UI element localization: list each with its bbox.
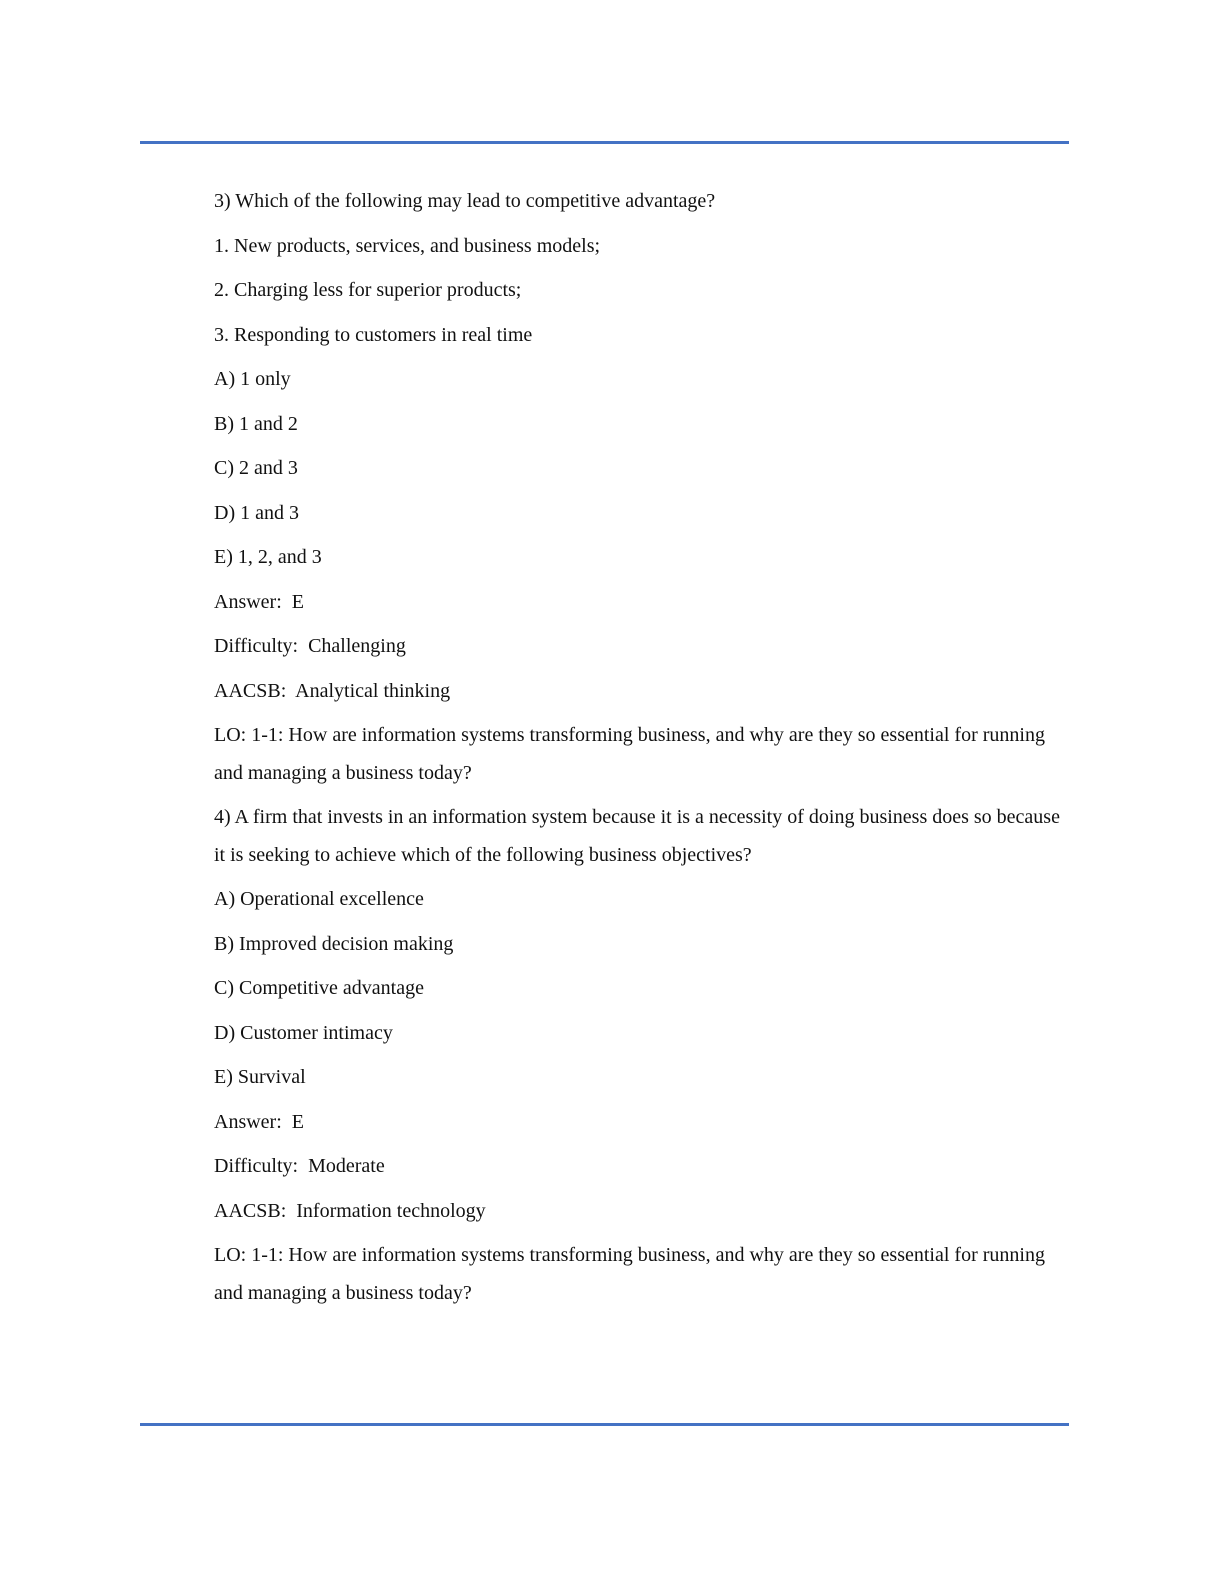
question-3-option-b: B) 1 and 2 <box>214 412 298 435</box>
question-4-option-b: B) Improved decision making <box>214 932 454 955</box>
question-3-answer: Answer: E <box>214 590 304 613</box>
document-body <box>214 183 1074 1319</box>
question-3-option-c: C) 2 and 3 <box>214 457 298 479</box>
question-3-option-e: E) 1, 2, and 3 <box>214 546 322 568</box>
question-4-answer: Answer: E <box>214 1110 304 1133</box>
footer-rule <box>140 1423 1069 1426</box>
question-3-item-1: 1. New products, services, and business models; <box>214 234 601 257</box>
question-3-difficulty: Difficulty: Challenging <box>214 635 406 657</box>
question-4-aacsb: AACSB: Information technology <box>214 1199 486 1222</box>
question-4-option-a: A) Operational excellence <box>214 888 424 910</box>
question-4-option-e: E) Survival <box>214 1066 306 1088</box>
question-4-learning-objective: LO: 1-1: How are information systems transforming business, and why are they so essential for running and managing a business today? <box>214 1244 1045 1304</box>
question-4-difficulty: Difficulty: Moderate <box>214 1155 385 1177</box>
question-3-option-d: D) 1 and 3 <box>214 501 299 524</box>
header-rule <box>140 141 1069 144</box>
question-4-option-d: D) Customer intimacy <box>214 1021 393 1044</box>
question-4-text: 4) A firm that invests in an information system because it is a necessity of doing business does so because it is seeking to achieve which of the following business objectives? <box>214 806 1060 866</box>
question-3-item-2: 2. Charging less for superior products; <box>214 279 522 301</box>
question-3-learning-objective: LO: 1-1: How are information systems transforming business, and why are they so essential for running and managing a business today? <box>214 724 1045 784</box>
question-4-option-c: C) Competitive advantage <box>214 977 424 999</box>
question-3-item-3: 3. Responding to customers in real time <box>214 323 533 346</box>
question-3-option-a: A) 1 only <box>214 368 291 390</box>
question-3-aacsb: AACSB: Analytical thinking <box>214 679 451 702</box>
question-3-text: 3) Which of the following may lead to competitive advantage? <box>214 190 716 212</box>
